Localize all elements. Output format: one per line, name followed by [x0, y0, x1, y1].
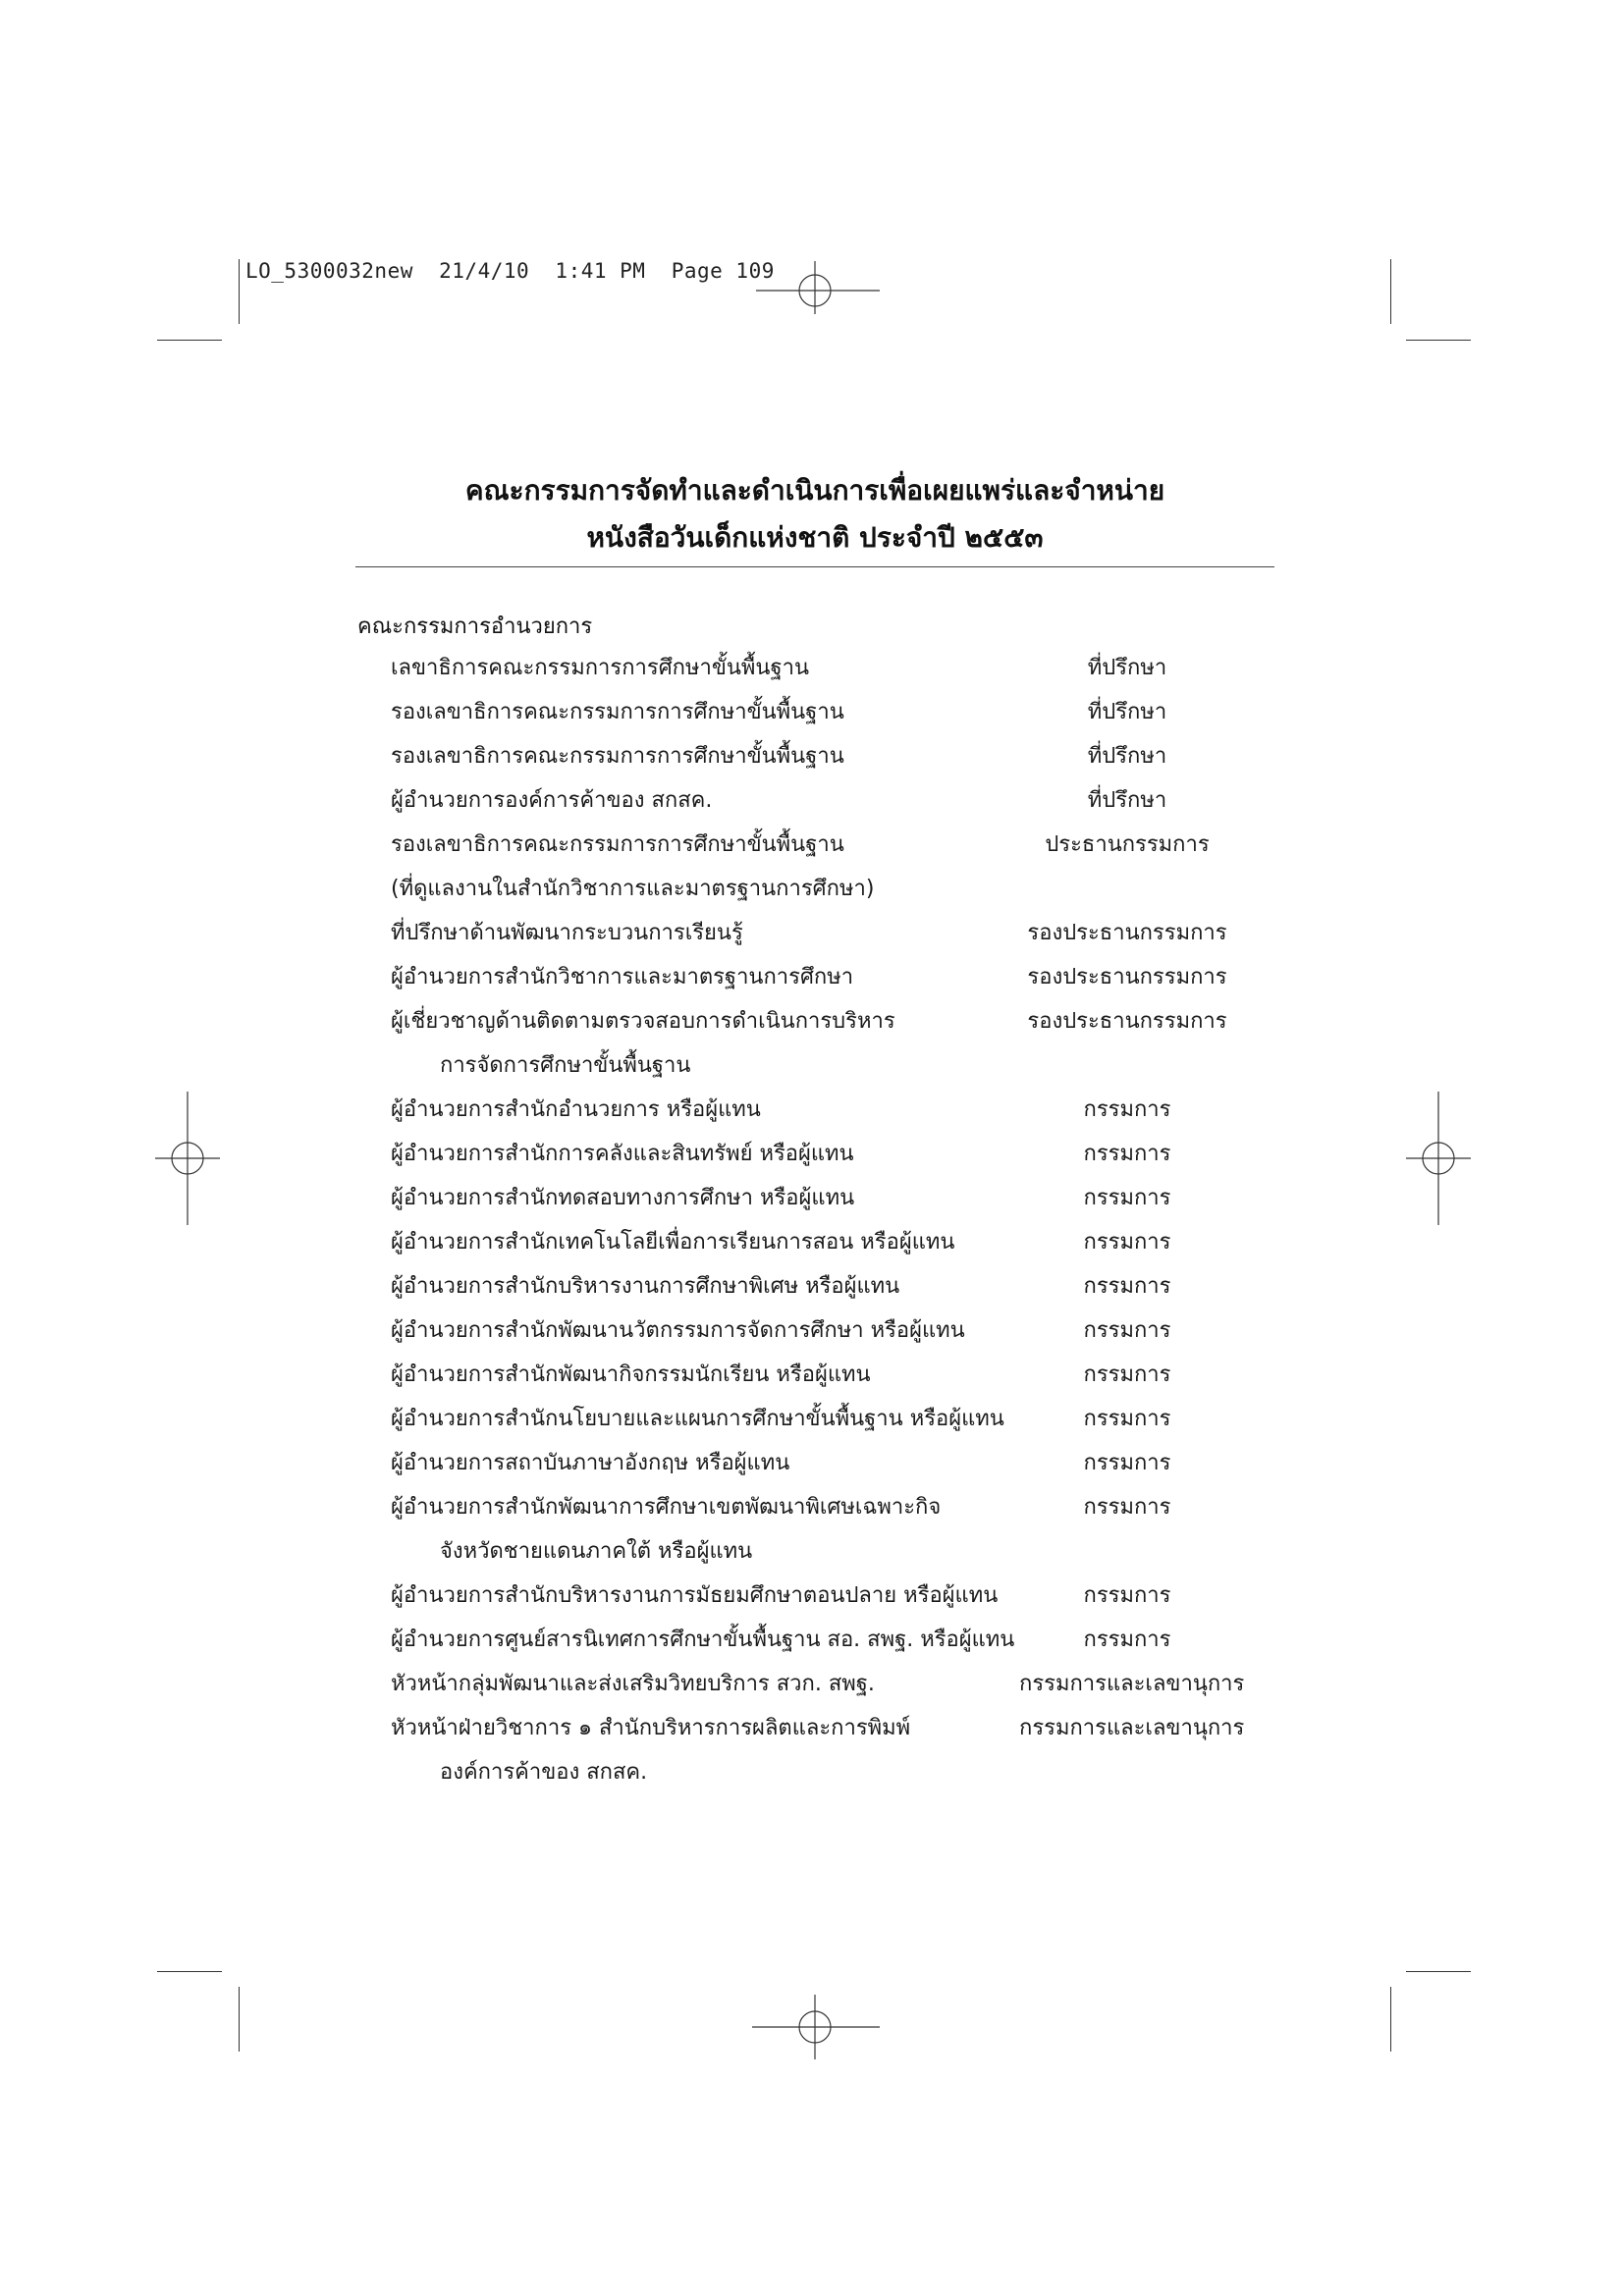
- list-item: [391, 694, 1274, 733]
- page-title-line1: คณะกรรมการจัดทำและดำเนินการเพื่อเผยแพร่และจำหน่าย: [464, 474, 1165, 507]
- member-name: ผู้อำนวยการองค์การค้าของ สกสค.: [391, 788, 713, 813]
- member-role: กรรมการ: [1083, 1274, 1171, 1299]
- list-item: [391, 1180, 1274, 1219]
- member-name: ผู้อำนวยการสำนักนโยบายและแผนการศึกษาขั้นพื้นฐาน หรือผู้แทน: [391, 1407, 1004, 1431]
- member-name: ผู้อำนวยการสถาบันภาษาอังกฤษ หรือผู้แทน: [391, 1451, 790, 1475]
- list-item: [391, 1533, 1274, 1573]
- member-role: กรรมการ: [1083, 1186, 1171, 1210]
- list-item: [391, 1268, 1274, 1308]
- list-item: [391, 1003, 1274, 1042]
- crop-mark: [1406, 1971, 1471, 1972]
- member-role: ประธานกรรมการ: [1045, 832, 1210, 857]
- registration-mark-icon: [746, 257, 884, 316]
- list-item: [391, 1445, 1274, 1484]
- member-name: เลขาธิการคณะกรรมการการศึกษาขั้นพื้นฐาน: [391, 656, 809, 680]
- crop-mark: [239, 1987, 240, 2052]
- list-item: [391, 827, 1274, 866]
- member-role: กรรมการและเลขานุการ: [1019, 1672, 1245, 1696]
- list-item: [391, 915, 1274, 954]
- member-name: ผู้อำนวยการสำนักพัฒนานวัตกรรมการจัดการศึกษา หรือผู้แทน: [391, 1318, 965, 1343]
- member-name: รองเลขาธิการคณะกรรมการการศึกษาขั้นพื้นฐาน: [391, 832, 844, 857]
- member-role: กรรมการและเลขานุการ: [1019, 1716, 1245, 1740]
- member-name: ผู้อำนวยการสำนักพัฒนาการศึกษาเขตพัฒนาพิเศษเฉพาะกิจ: [391, 1495, 942, 1520]
- registration-mark-icon: [145, 1092, 224, 1225]
- list-item: [391, 1092, 1274, 1131]
- list-item: [391, 1136, 1274, 1175]
- list-item: [391, 1710, 1274, 1749]
- member-name: ผู้อำนวยการสำนักพัฒนากิจกรรมนักเรียน หรือผู้แทน: [391, 1362, 871, 1387]
- member-role: ที่ปรึกษา: [1087, 656, 1167, 680]
- list-item: [391, 1401, 1274, 1440]
- member-role: รองประธานกรรมการ: [1027, 1009, 1227, 1034]
- list-item: [391, 1224, 1274, 1263]
- list-item: [391, 1312, 1274, 1352]
- list-item: [391, 1754, 1274, 1793]
- list-item: [391, 1357, 1274, 1396]
- member-role: กรรมการ: [1083, 1230, 1171, 1255]
- member-role: กรรมการ: [1083, 1583, 1171, 1608]
- crop-mark: [239, 259, 240, 324]
- member-name: ผู้อำนวยการสำนักวิชาการและมาตรฐานการศึกษา: [391, 965, 854, 989]
- crop-mark: [157, 1971, 222, 1972]
- crop-mark: [1390, 1987, 1391, 2052]
- list-item: [391, 1489, 1274, 1528]
- member-role: รองประธานกรรมการ: [1027, 965, 1227, 989]
- member-name: ผู้อำนวยการสำนักทดสอบทางการศึกษา หรือผู้แทน: [391, 1186, 855, 1210]
- member-role: กรรมการ: [1083, 1318, 1171, 1343]
- member-role: กรรมการ: [1083, 1362, 1171, 1387]
- member-role: กรรมการ: [1083, 1407, 1171, 1431]
- crop-mark: [1390, 259, 1391, 324]
- page-title-line2: หนังสือวันเด็กแห่งชาติ ประจำปี ๒๕๕๓: [586, 521, 1044, 554]
- member-name: ที่ปรึกษาด้านพัฒนากระบวนการเรียนรู้: [391, 921, 743, 945]
- list-item: [391, 959, 1274, 998]
- member-role: กรรมการ: [1083, 1142, 1171, 1166]
- member-role: ที่ปรึกษา: [1087, 744, 1167, 769]
- list-item: [391, 1577, 1274, 1617]
- print-slug: LO_5300032new 21/4/10 1:41 PM Page 109: [245, 259, 775, 283]
- title-rule: [355, 566, 1274, 567]
- list-item: [391, 1622, 1274, 1661]
- member-role: ที่ปรึกษา: [1087, 788, 1167, 813]
- list-item: [391, 782, 1274, 822]
- list-item: [391, 871, 1274, 910]
- member-name: ผู้อำนวยการศูนย์สารนิเทศการศึกษาขั้นพื้นฐาน สอ. สพฐ. หรือผู้แทน: [391, 1628, 1015, 1652]
- member-name: ผู้อำนวยการสำนักการคลังและสินทรัพย์ หรือผู้แทน: [391, 1142, 854, 1166]
- registration-mark-icon: [746, 1993, 884, 2061]
- member-name: จังหวัดชายแดนภาคใต้ หรือผู้แทน: [440, 1539, 753, 1564]
- member-name: ผู้อำนวยการสำนักอำนวยการ หรือผู้แทน: [391, 1097, 761, 1122]
- member-role: ที่ปรึกษา: [1087, 700, 1167, 724]
- list-item: [391, 1047, 1274, 1087]
- member-role: กรรมการ: [1083, 1495, 1171, 1520]
- member-role: กรรมการ: [1083, 1628, 1171, 1652]
- member-name: รองเลขาธิการคณะกรรมการการศึกษาขั้นพื้นฐาน: [391, 700, 844, 724]
- member-name: (ที่ดูแลงานในสำนักวิชาการและมาตรฐานการศึกษา): [391, 877, 875, 901]
- registration-mark-icon: [1402, 1092, 1481, 1225]
- crop-mark: [1406, 340, 1471, 341]
- member-name: องค์การค้าของ สกสค.: [440, 1760, 648, 1785]
- member-name: หัวหน้ากลุ่มพัฒนาและส่งเสริมวิทยบริการ สวก. สพฐ.: [391, 1672, 875, 1696]
- member-name: หัวหน้าฝ่ายวิชาการ ๑ สำนักบริหารการผลิตและการพิมพ์: [391, 1716, 911, 1740]
- list-item: [391, 738, 1274, 777]
- member-name: ผู้อำนวยการสำนักบริหารงานการมัธยมศึกษาตอนปลาย หรือผู้แทน: [391, 1583, 999, 1608]
- member-name: ผู้อำนวยการสำนักบริหารงานการศึกษาพิเศษ หรือผู้แทน: [391, 1274, 900, 1299]
- member-role: รองประธานกรรมการ: [1027, 921, 1227, 945]
- member-name: ผู้อำนวยการสำนักเทคโนโลยีเพื่อการเรียนการสอน หรือผู้แทน: [391, 1230, 955, 1255]
- crop-mark: [157, 340, 222, 341]
- member-role: กรรมการ: [1083, 1097, 1171, 1122]
- list-item: [391, 650, 1274, 689]
- section-heading: คณะกรรมการอำนวยการ: [357, 614, 593, 639]
- list-item: [391, 1666, 1274, 1705]
- member-name: การจัดการศึกษาขั้นพื้นฐาน: [440, 1053, 691, 1078]
- member-name: รองเลขาธิการคณะกรรมการการศึกษาขั้นพื้นฐาน: [391, 744, 844, 769]
- member-role: กรรมการ: [1083, 1451, 1171, 1475]
- member-name: ผู้เชี่ยวชาญด้านติดตามตรวจสอบการดำเนินการบริหาร: [391, 1009, 895, 1034]
